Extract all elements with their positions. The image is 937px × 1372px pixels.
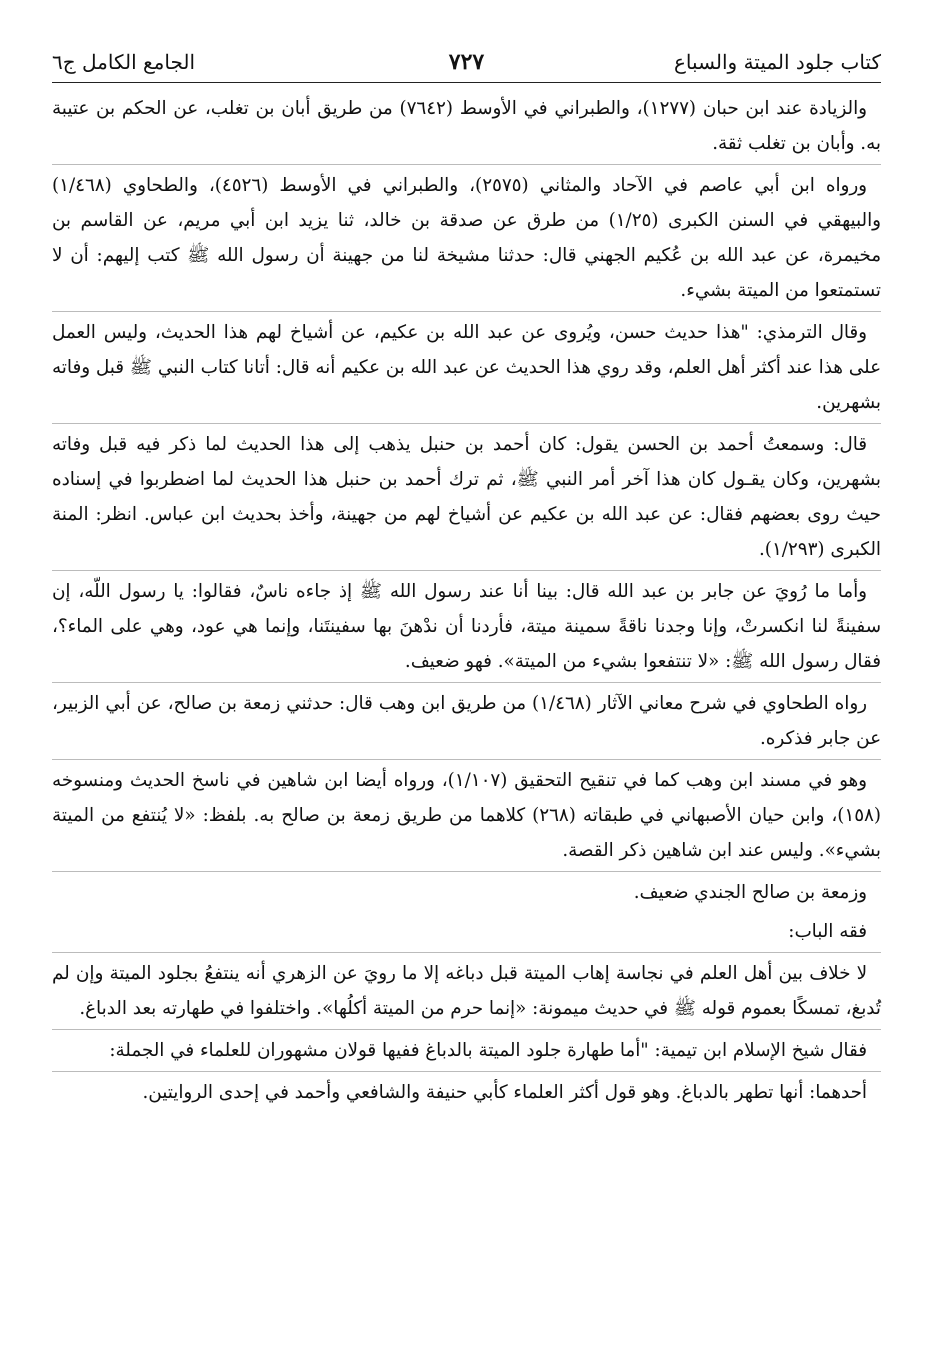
book-title: الجامع الكامل ج٦ — [52, 50, 196, 74]
paragraph: وأما ما رُويَ عن جابر بن عبد الله قال: بينا أنا عند رسول الله ﷺ إذ جاءه ناسٌ، فقالوا: يا رسول اللّه، إن سفينةً لنا انكسرتْ، وإنا وجدنا ناقةً سمينة ميتة، فأردنا أن ندْهنَ بها سفينتَنا، وإنما هي عود، وهي على الماء؟، فقال رسول الله ﷺ: «لا تنتفعوا بشيء من الميتة». فهو ضعيف. — [52, 574, 881, 683]
page-number: ٧٢٧ — [448, 49, 485, 75]
page-header — [52, 42, 881, 83]
chapter-title: كتاب جلود الميتة والسباع — [674, 50, 881, 74]
paragraph: وهو في مسند ابن وهب كما في تنقيح التحقيق (١/١٠٧)، ورواه أيضا ابن شاهين في ناسخ الحديث ومنسوخه (١٥٨)، وابن حيان الأصبهاني في طبقاته (٢٦٨) كلاهما من طريق زمعة بن صالح به. بلفظ: «لا يُنتفع من الميتة بشيء». وليس عند ابن شاهين ذكر القصة. — [52, 763, 881, 872]
paragraph: وزمعة بن صالح الجندي ضعيف. — [633, 882, 867, 903]
section-heading: فقه الباب: — [52, 914, 881, 953]
paragraph: أحدهما: أنها تطهر بالدباغ. وهو قول أكثر العلماء كأبي حنيفة والشافعي وأحمد في إحدى الروايتين. — [142, 1082, 867, 1103]
paragraph: ورواه ابن أبي عاصم في الآحاد والمثاني (٢٥٧٥)، والطبراني في الأوسط (٤٥٢٦)، والطحاوي (١/٤٦٨) والبيهقي في السنن الكبرى (١/٢٥) من طرق عن صدقة بن خالد، ثنا يزيد ابن أبي مريم، عن القاسم بن مخيمرة، عن عبد الله بن عُكيم الجهني قال: حدثنا مشيخة لنا من جهينة أن رسول الله ﷺ كتب إليهم: أن لا تستمتعوا من الميتة بشيء. — [52, 168, 881, 312]
page-content — [52, 91, 881, 1111]
paragraph: لا خلاف بين أهل العلم في نجاسة إهاب الميتة قبل دباغه إلا ما رويَ عن الزهري أنه ينتفعُ بجلود الميتة وإن لم تُدبغ، تمسكًا بعموم قوله ﷺ في حديث ميمونة: «إنما حرم من الميتة أكلُها». واختلفوا في طهارته بعد الدباغ. — [52, 956, 881, 1030]
paragraph: وقال الترمذي: "هذا حديث حسن، ويُروى عن عبد الله بن عكيم، عن أشياخ لهم هذا الحديث، وليس العمل على هذا عند أكثر أهل العلم، وقد روي هذا الحديث عن عبد الله بن عكيم أنه قال: أتانا كتاب النبي ﷺ قبل وفاته بشهرين. — [52, 315, 881, 424]
paragraph: قال: وسمعتُ أحمد بن الحسن يقول: كان أحمد بن حنبل يذهب إلى هذا الحديث لما ذكر فيه قبل وفاته بشهرين، وكان يقـول كان هذا آخر أمر النبي ﷺ، ثم ترك أحمد بن حنبل هذا الحديث لما اضطربوا في إسناده حيث روى بعضهم فقال: عن عبد الله بن عكيم عن أشياخ لهم من جهينة، وأخذ بحديث ابن عباس. انظر: المنة الكبرى (١/٢٩٣). — [52, 427, 881, 571]
paragraph: فقال شيخ الإسلام ابن تيمية: "أما طهارة جلود الميتة بالدباغ ففيها قولان مشهوران للعلماء في الجملة: — [52, 1033, 881, 1072]
paragraph: والزيادة عند ابن حبان (١٢٧٧)، والطبراني في الأوسط (٧٦٤٢) من طريق أبان بن تغلب، عن الحكم بن عتيبة به. وأبان بن تغلب ثقة. — [52, 91, 881, 165]
paragraph: رواه الطحاوي في شرح معاني الآثار (١/٤٦٨) من طريق ابن وهب قال: حدثني زمعة بن صالح، عن أبي الزبير، عن جابر فذكره. — [52, 686, 881, 760]
